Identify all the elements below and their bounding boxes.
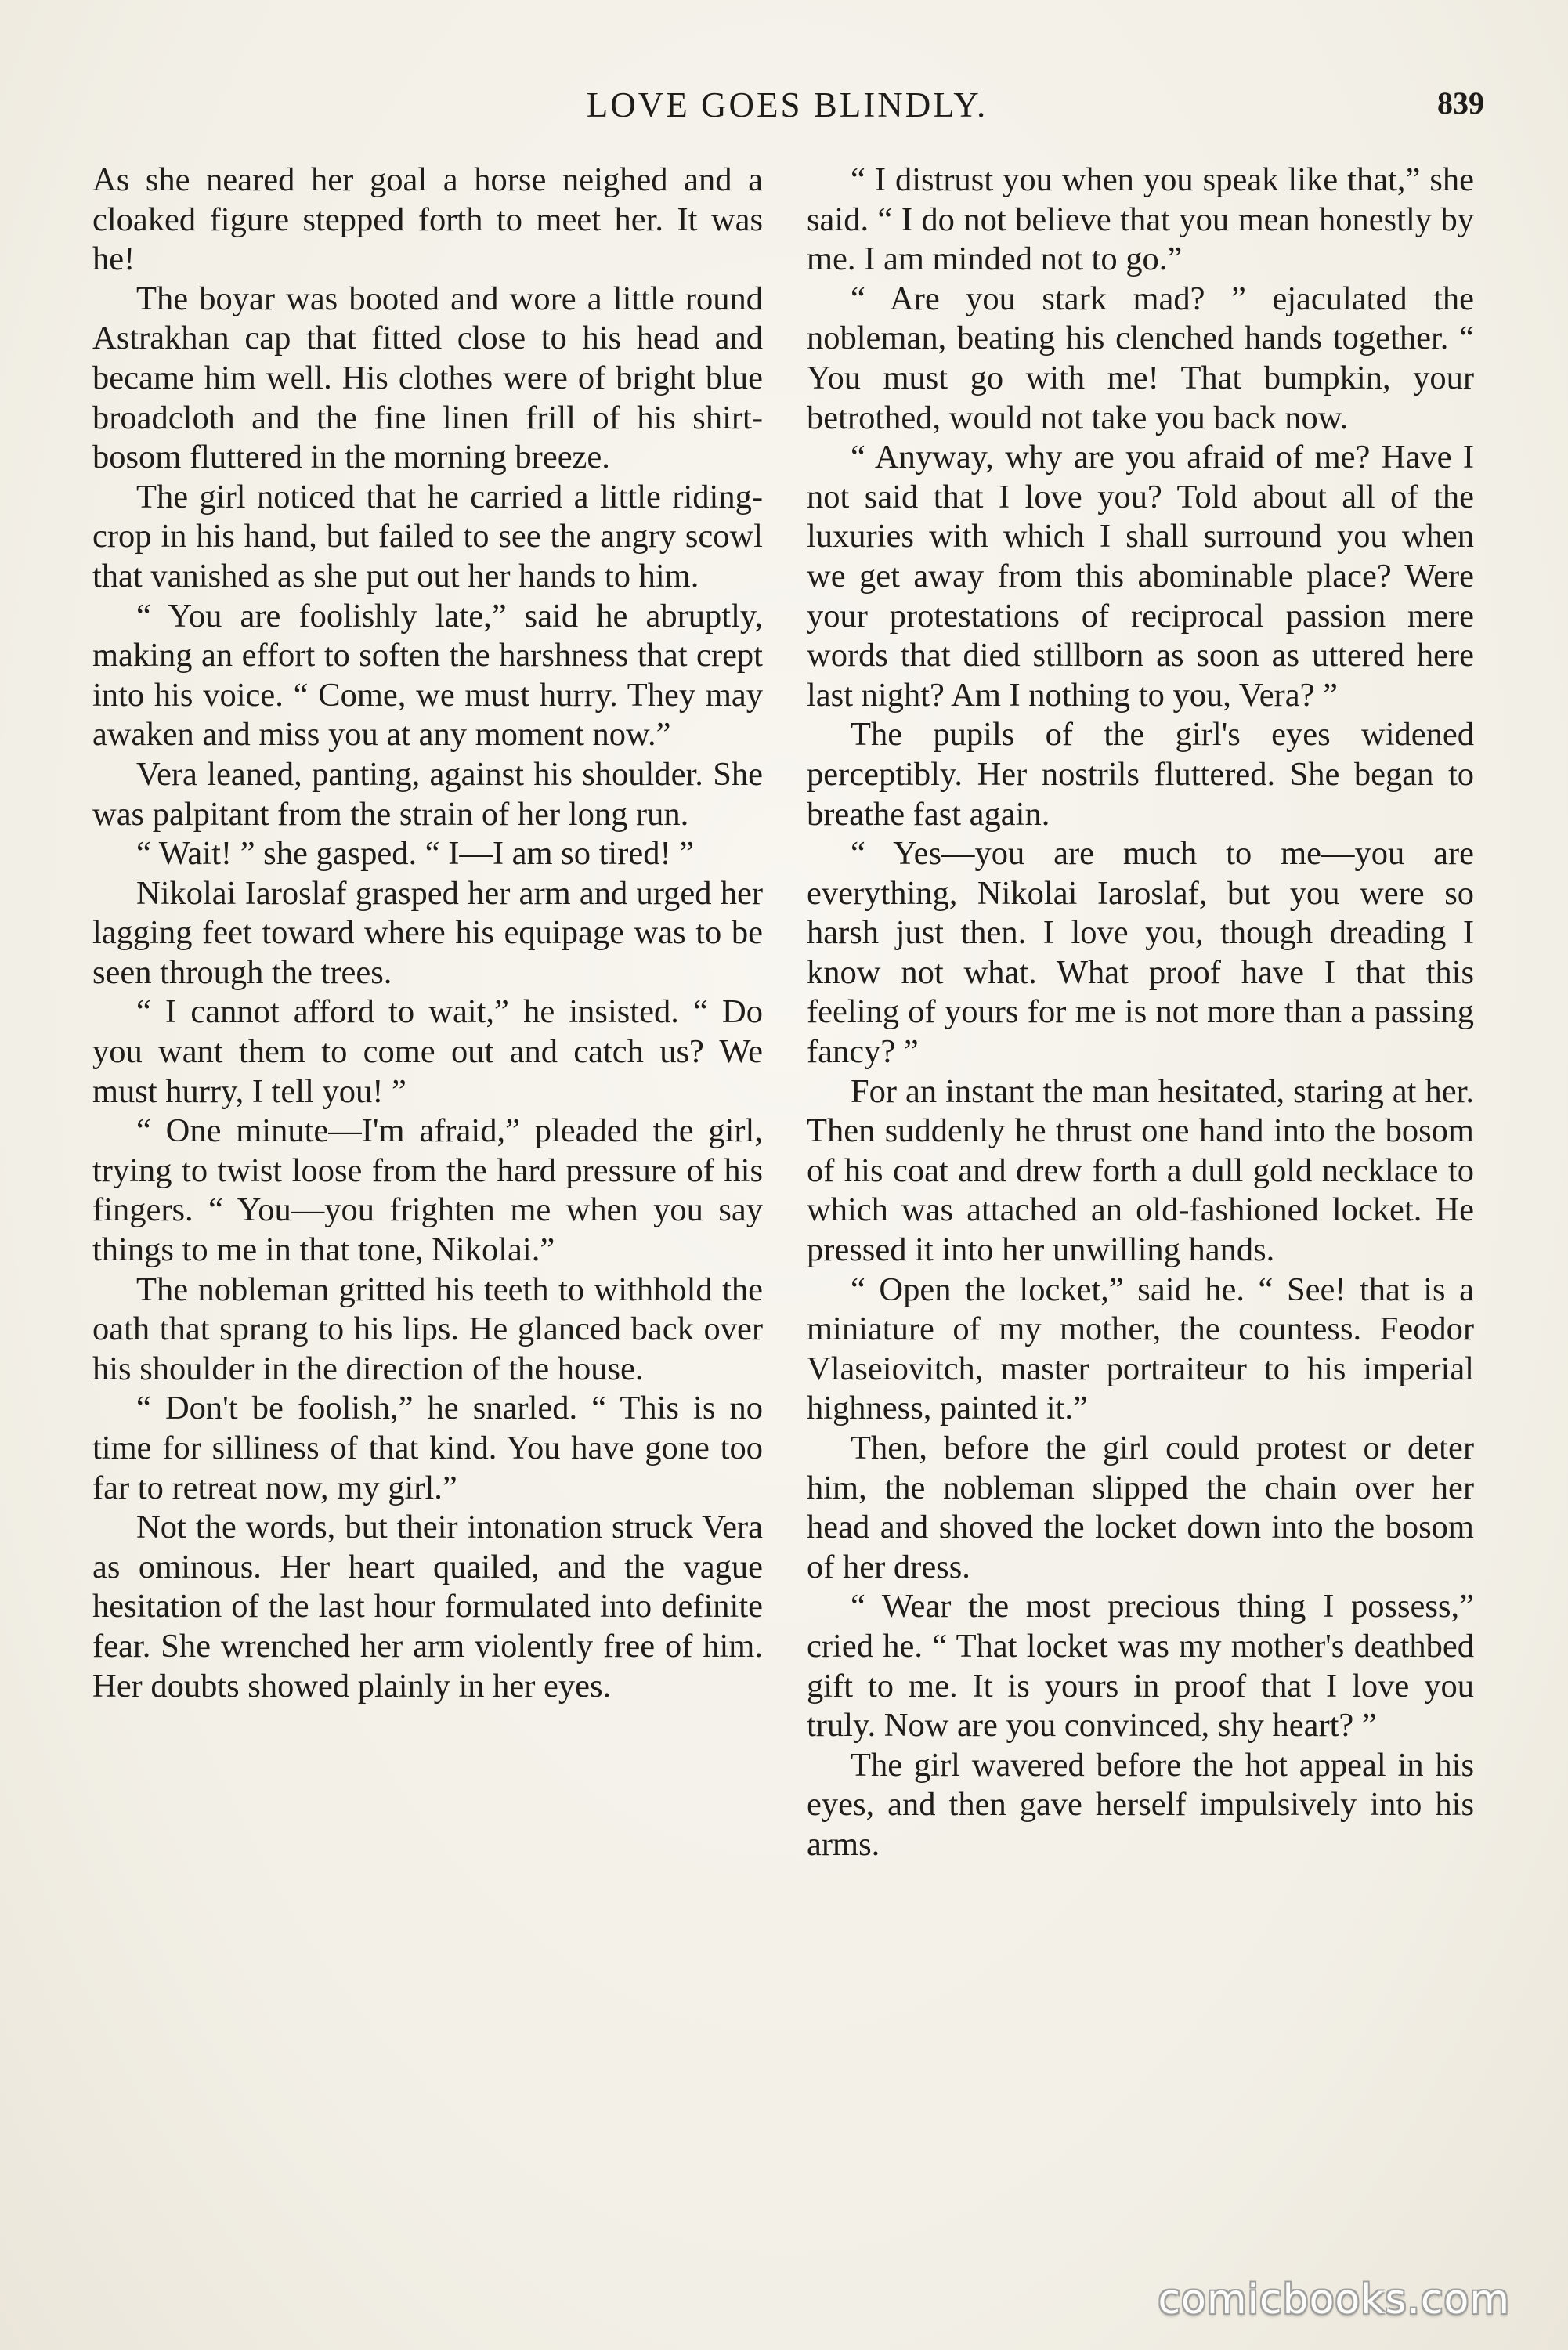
- paragraph: The boyar was booted and wore a little round Astrakhan cap that fitted close to his head and became him well. His clothes were of bright blue broadcloth and the fine linen frill of his shirt-bosom fluttered in the morning breeze.: [92, 280, 763, 476]
- paragraph: Not the words, but their intonation struck Vera as ominous. Her heart quailed, and the vague hesitation of the last hour formulated into definite fear. She wrenched her arm violently free of him. Her doubts showed plainly in her eyes.: [92, 1509, 763, 1705]
- paragraph: For an instant the man hesitated, staring at her. Then suddenly he thrust one hand into the bosom of his coat and drew forth a dull gold necklace to which was attached an old-fashioned locket. He pressed it into her unwilling hands.: [807, 1072, 1474, 1269]
- paragraph: “ I distrust you when you speak like that,” she said. “ I do not believe that you mean honestly by me. I am minded not to go.”: [807, 161, 1474, 278]
- paragraph: “ Don't be foolish,” he snarled. “ This is no time for silliness of that kind. You have gone too far to retreat now, my girl.”: [92, 1390, 763, 1506]
- paragraph: “ Yes—you are much to me—you are everything, Nikolai Iaroslaf, but you were so harsh just then. I love you, though dreading I know not what. What proof have I that this feeling of yours for me is not more than a passing fancy? ”: [807, 835, 1474, 1071]
- right-column: [807, 161, 1474, 1865]
- paragraph: Vera leaned, panting, against his shoulder. She was palpitant from the strain of her long run.: [92, 755, 763, 833]
- paragraph: “ Anyway, why are you afraid of me? Have I not said that I love you? Told about all of the luxuries with which I shall surround you when we get away from this abominable place? Were your protestations of reciprocal passion mere words that died stillborn as soon as uttered here last night? Am I nothing to you, Vera? ”: [807, 439, 1474, 714]
- paragraph: The nobleman gritted his teeth to withhold the oath that sprang to his lips. He glanced back over his shoulder in the direction of the house.: [92, 1271, 763, 1387]
- paragraph: “ I cannot afford to wait,” he insisted. “ Do you want them to come out and catch us? We must hurry, I tell you! ”: [92, 993, 763, 1110]
- paragraph: The girl noticed that he carried a little riding-crop in his hand, but failed to see the angry scowl that vanished as she put out her hands to him.: [92, 478, 763, 595]
- running-head: [90, 85, 1484, 132]
- paragraph: As she neared her goal a horse neighed and a cloaked figure stepped forth to meet her. It was he!: [92, 161, 763, 278]
- paragraph: “ One minute—I'm afraid,” pleaded the girl, trying to twist loose from the hard pressure of his fingers. “ You—you frighten me when you say things to me in that tone, Nikolai.”: [92, 1112, 763, 1269]
- page-number: 839: [1437, 85, 1484, 121]
- watermark: comicbooks.com: [1158, 2276, 1510, 2323]
- paragraph: “ Wear the most precious thing I possess,” cried he. “ That locket was my mother's deathbed gift to me. It is yours in proof that I love you truly. Now are you convinced, shy heart? ”: [807, 1588, 1474, 1744]
- paragraph: “ Wait! ” she gasped. “ I—I am so tired! ”: [136, 835, 695, 873]
- paragraph: The pupils of the girl's eyes widened perceptibly. Her nostrils fluttered. She began to breathe fast again.: [807, 716, 1474, 833]
- paragraph: “ Are you stark mad? ” ejaculated the nobleman, beating his clenched hands together. “ You must go with me! That bumpkin, your betrothed, would not take you back now.: [807, 280, 1474, 436]
- paragraph: Nikolai Iaroslaf grasped her arm and urged her lagging feet toward where his equipage was to be seen through the trees.: [92, 874, 763, 991]
- paragraph: The girl wavered before the hot appeal in his eyes, and then gave herself impulsively into his arms.: [807, 1746, 1474, 1863]
- paragraph: “ Open the locket,” said he. “ See! that is a miniature of my mother, the countess. Feodor Vlaseiovitch, master portraiteur to his imperial highness, painted it.”: [807, 1271, 1474, 1427]
- left-column: [92, 161, 763, 1706]
- paragraph: “ You are foolishly late,” said he abruptly, making an effort to soften the harshness that crept into his voice. “ Come, we must hurry. They may awaken and miss you at any moment now.”: [92, 597, 763, 754]
- paragraph: Then, before the girl could protest or deter him, the nobleman slipped the chain over her head and shoved the locket down into the bosom of her dress.: [807, 1430, 1474, 1585]
- story-title: LOVE GOES BLINDLY.: [586, 85, 988, 125]
